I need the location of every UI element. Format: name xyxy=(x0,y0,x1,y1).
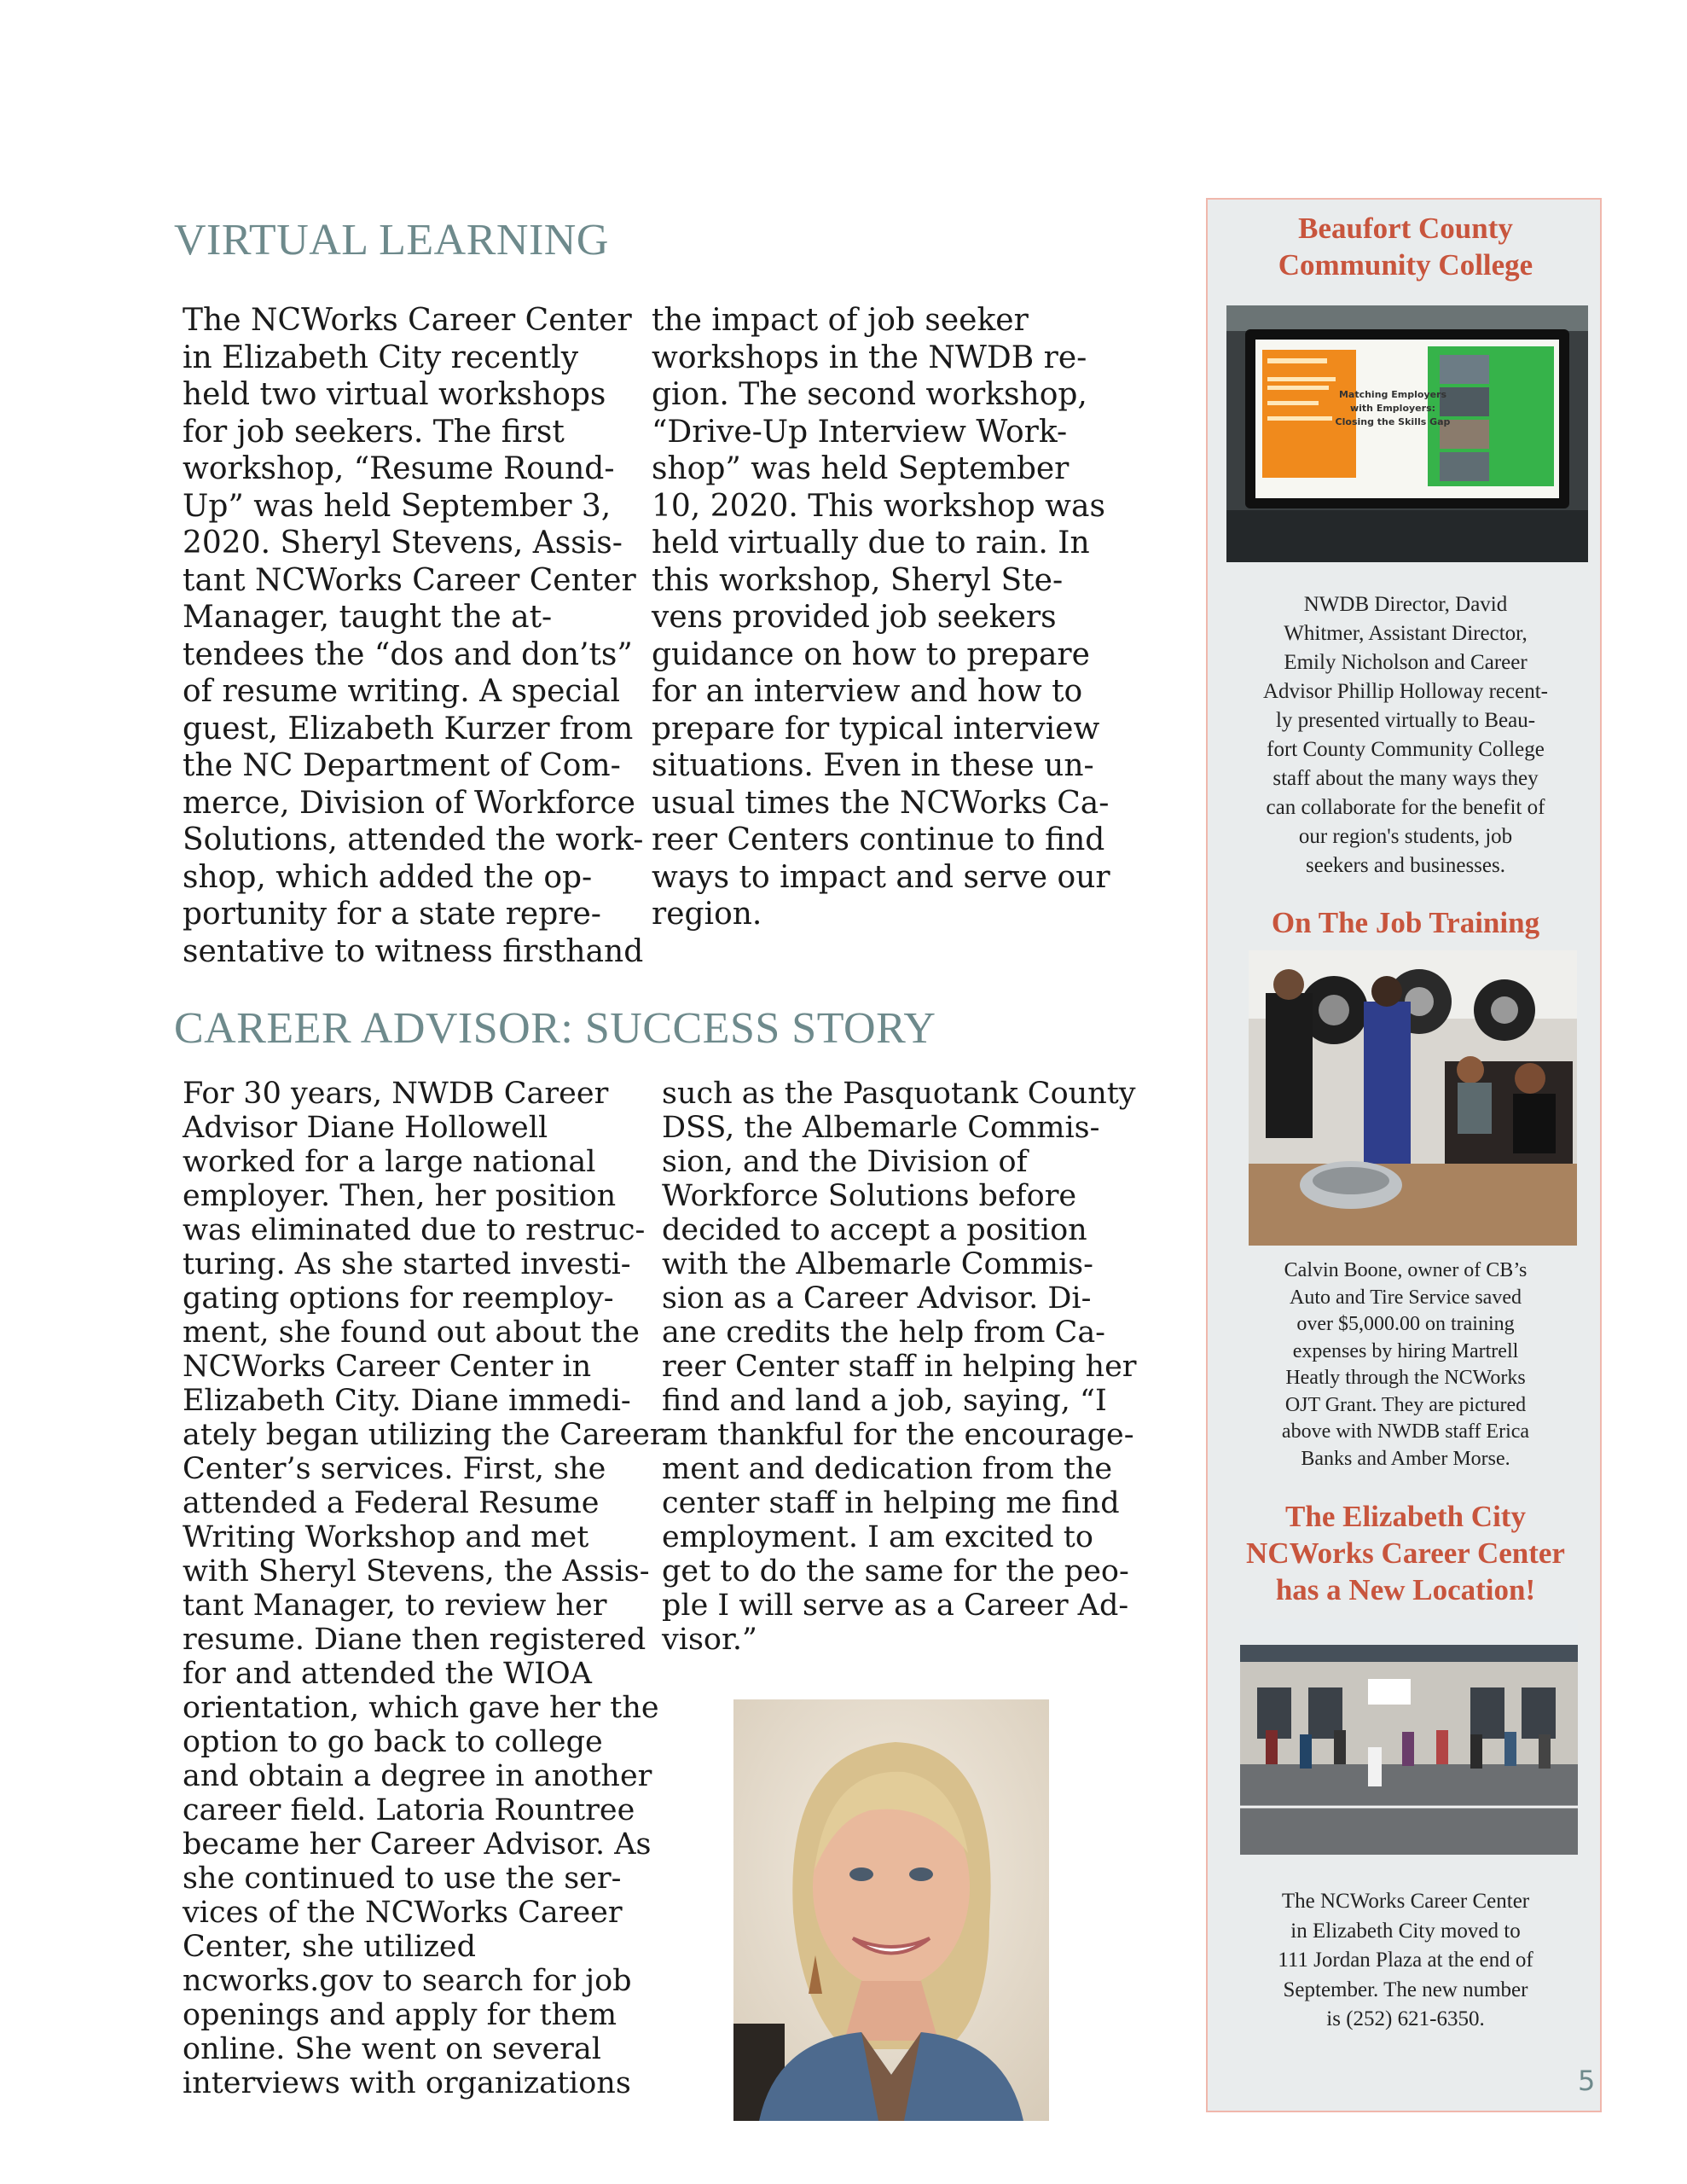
text-line: tendees the “dos and don’ts” xyxy=(183,636,633,672)
virtual-learning-heading: VIRTUAL LEARNING xyxy=(174,216,609,264)
ojt-title xyxy=(1208,904,1603,941)
title-line: Community College xyxy=(1278,248,1533,282)
caption-line: can collaborate for the benefit of xyxy=(1266,796,1545,819)
text-line: of resume writing. A special xyxy=(183,674,621,709)
text-line: became her Career Advisor. As xyxy=(183,1827,652,1862)
text-line: and obtain a degree in another xyxy=(183,1759,652,1793)
title-line: has a New Location! xyxy=(1275,1573,1536,1606)
text-line: Elizabeth City. Diane immedi- xyxy=(183,1384,631,1418)
title-line: On The Job Training xyxy=(1271,906,1540,939)
text-line: Advisor Diane Hollowell xyxy=(183,1111,548,1145)
title-line: The Elizabeth City xyxy=(1285,1500,1526,1533)
page-number: 5 xyxy=(1578,2065,1596,2097)
text-line: ately began utilizing the Career xyxy=(183,1418,664,1452)
caption-line: 111 Jordan Plaza at the end of xyxy=(1278,1949,1533,1972)
text-line: 10, 2020. This workshop was xyxy=(652,488,1105,524)
text-line: Center, she utilized xyxy=(183,1930,477,1964)
text-line: tant NCWorks Career Center xyxy=(183,562,636,598)
text-line: DSS, the Albemarle Commis- xyxy=(662,1111,1100,1145)
text-line: For 30 years, NWDB Career xyxy=(183,1077,609,1111)
sidebar xyxy=(1206,198,1602,2112)
text-line: tant Manager, to review her xyxy=(183,1589,607,1623)
caption-line: Heatly through the NCWorks xyxy=(1285,1367,1526,1389)
text-line: region. xyxy=(652,897,762,932)
caption-line: above with NWDB staff Erica xyxy=(1281,1420,1530,1443)
text-line: ple I will serve as a Career Ad- xyxy=(662,1589,1129,1623)
text-line: am thankful for the encourage- xyxy=(662,1418,1134,1452)
success-story-col2 xyxy=(662,1077,1137,1657)
virtual-learning-col1 xyxy=(183,302,643,970)
text-line: center staff in helping me find xyxy=(662,1486,1120,1520)
text-line: guidance on how to prepare xyxy=(652,636,1090,672)
text-line: for an interview and how to xyxy=(652,674,1083,709)
text-line: ane credits the help from Ca- xyxy=(662,1316,1106,1350)
text-line: vices of the NCWorks Career xyxy=(183,1896,623,1930)
bccc-caption xyxy=(1208,590,1603,880)
caption-line: Emily Nicholson and Career xyxy=(1284,651,1528,674)
caption-line: seekers and businesses. xyxy=(1306,854,1505,877)
caption-line: ly presented virtually to Beau- xyxy=(1275,709,1536,732)
text-line: Solutions, attended the work- xyxy=(183,822,644,857)
caption-line: over $5,000.00 on training xyxy=(1296,1313,1515,1335)
text-line: 2020. Sheryl Stevens, Assis- xyxy=(183,526,623,561)
new-location-caption xyxy=(1208,1887,1603,2035)
zoom-slide-text-1: Matching Employers xyxy=(1338,389,1447,400)
text-line: The NCWorks Career Center xyxy=(183,303,632,338)
caption-line: Auto and Tire Service saved xyxy=(1290,1286,1522,1309)
text-line: employer. Then, her position xyxy=(183,1179,617,1213)
text-line: guest, Elizabeth Kurzer from xyxy=(183,711,634,746)
diane-hollowell-photo xyxy=(733,1699,1049,2121)
text-line: ment, she found out about the xyxy=(183,1316,640,1350)
text-line: NCWorks Career Center in xyxy=(183,1350,592,1384)
text-line: this workshop, Sheryl Ste- xyxy=(652,562,1064,598)
text-line: gion. The second workshop, xyxy=(652,377,1087,412)
title-line: NCWorks Career Center xyxy=(1246,1536,1565,1570)
caption-line: in Elizabeth City moved to xyxy=(1290,1919,1521,1943)
caption-line: Advisor Phillip Holloway recent- xyxy=(1263,680,1548,703)
text-line: option to go back to college xyxy=(183,1725,603,1759)
caption-line: our region's students, job xyxy=(1298,825,1513,848)
text-line: worked for a large national xyxy=(183,1145,596,1179)
text-line: shop, which added the op- xyxy=(183,859,593,895)
text-line: in Elizabeth City recently xyxy=(183,340,579,375)
text-line: sion as a Career Advisor. Di- xyxy=(662,1281,1092,1316)
caption-line: is (252) 621-6350. xyxy=(1326,2007,1485,2030)
text-line: ment and dedication from the xyxy=(662,1452,1113,1486)
text-line: was eliminated due to restruc- xyxy=(183,1213,646,1247)
text-line: merce, Division of Workforce xyxy=(183,785,635,821)
text-line: Manager, taught the at- xyxy=(183,600,553,635)
caption-line: fort County Community College xyxy=(1267,738,1545,761)
text-line: for and attended the WIOA xyxy=(183,1657,592,1691)
text-line: employment. I am excited to xyxy=(662,1520,1093,1554)
zoom-slide-text-2: with Employers: xyxy=(1349,403,1436,414)
text-line: Center’s services. First, she xyxy=(183,1452,606,1486)
text-line: career field. Latoria Rountree xyxy=(183,1793,635,1827)
bccc-title xyxy=(1208,210,1603,283)
text-line: workshops in the NWDB re- xyxy=(652,340,1087,375)
text-line: such as the Pasquotank County xyxy=(662,1077,1136,1111)
text-line: she continued to use the ser- xyxy=(183,1862,622,1896)
text-line: sentative to witness firsthand xyxy=(183,933,644,969)
text-line: gating options for reemploy- xyxy=(183,1281,614,1316)
text-line: interviews with organizations xyxy=(183,2066,631,2100)
new-location-photo xyxy=(1240,1619,1578,1855)
text-line: reer Centers continue to find xyxy=(652,822,1105,857)
text-line: ways to impact and serve our xyxy=(652,859,1110,895)
ojt-photo xyxy=(1249,950,1577,1246)
text-line: the impact of job seeker xyxy=(652,303,1029,338)
caption-line: OJT Grant. They are pictured xyxy=(1284,1393,1527,1416)
bccc-zoom-photo xyxy=(1226,305,1588,562)
text-line: situations. Even in these un- xyxy=(652,748,1094,783)
text-line: online. She went on several xyxy=(183,2032,601,2066)
text-line: resume. Diane then registered xyxy=(183,1623,646,1657)
caption-line: September. The new number xyxy=(1283,1978,1528,2001)
text-line: held virtually due to rain. In xyxy=(652,526,1090,561)
new-location-title xyxy=(1208,1498,1603,1608)
text-line: visor.” xyxy=(662,1623,757,1657)
text-line: decided to accept a position xyxy=(662,1213,1087,1247)
text-line: sion, and the Division of xyxy=(662,1145,1028,1179)
caption-line: Banks and Amber Morse. xyxy=(1301,1447,1510,1470)
text-line: find and land a job, saying, “I xyxy=(662,1384,1107,1418)
virtual-learning-col2 xyxy=(652,302,1110,933)
caption-line: The NCWorks Career Center xyxy=(1281,1890,1530,1913)
caption-line: staff about the many ways they xyxy=(1272,767,1539,790)
text-line: orientation, which gave her the xyxy=(183,1691,659,1725)
text-line: shop” was held September xyxy=(652,451,1070,486)
zoom-slide-text-3: Closing the Skills Gap xyxy=(1335,416,1451,427)
caption-line: Whitmer, Assistant Director, xyxy=(1284,622,1528,645)
ojt-caption xyxy=(1208,1258,1603,1472)
text-line: turing. As she started investi- xyxy=(183,1247,631,1281)
text-line: the NC Department of Com- xyxy=(183,748,621,783)
text-line: attended a Federal Resume xyxy=(183,1486,600,1520)
caption-line: NWDB Director, David xyxy=(1303,593,1508,616)
text-line: get to do the same for the peo- xyxy=(662,1554,1129,1589)
text-line: Workforce Solutions before xyxy=(662,1179,1077,1213)
text-line: portunity for a state repre- xyxy=(183,897,601,932)
success-story-heading: CAREER ADVISOR: SUCCESS STORY xyxy=(174,1004,936,1053)
title-line: Beaufort County xyxy=(1298,212,1513,245)
text-line: workshop, “Resume Round- xyxy=(183,451,615,486)
text-line: “Drive-Up Interview Work- xyxy=(652,414,1068,450)
text-line: for job seekers. The first xyxy=(183,414,565,450)
text-line: ncworks.gov to search for job xyxy=(183,1964,632,1998)
text-line: with Sheryl Stevens, the Assis- xyxy=(183,1554,650,1589)
text-line: usual times the NCWorks Ca- xyxy=(652,785,1110,821)
text-line: prepare for typical interview xyxy=(652,711,1100,746)
success-story-col1 xyxy=(183,1077,664,2100)
text-line: vens provided job seekers xyxy=(652,600,1057,635)
text-line: reer Center staff in helping her xyxy=(662,1350,1137,1384)
text-line: Writing Workshop and met xyxy=(183,1520,589,1554)
text-line: Up” was held September 3, xyxy=(183,488,612,524)
text-line: held two virtual workshops xyxy=(183,377,606,412)
text-line: openings and apply for them xyxy=(183,1998,617,2032)
caption-line: expenses by hiring Martrell xyxy=(1292,1339,1519,1362)
text-line: with the Albemarle Commis- xyxy=(662,1247,1093,1281)
caption-line: Calvin Boone, owner of CB’s xyxy=(1284,1259,1528,1281)
